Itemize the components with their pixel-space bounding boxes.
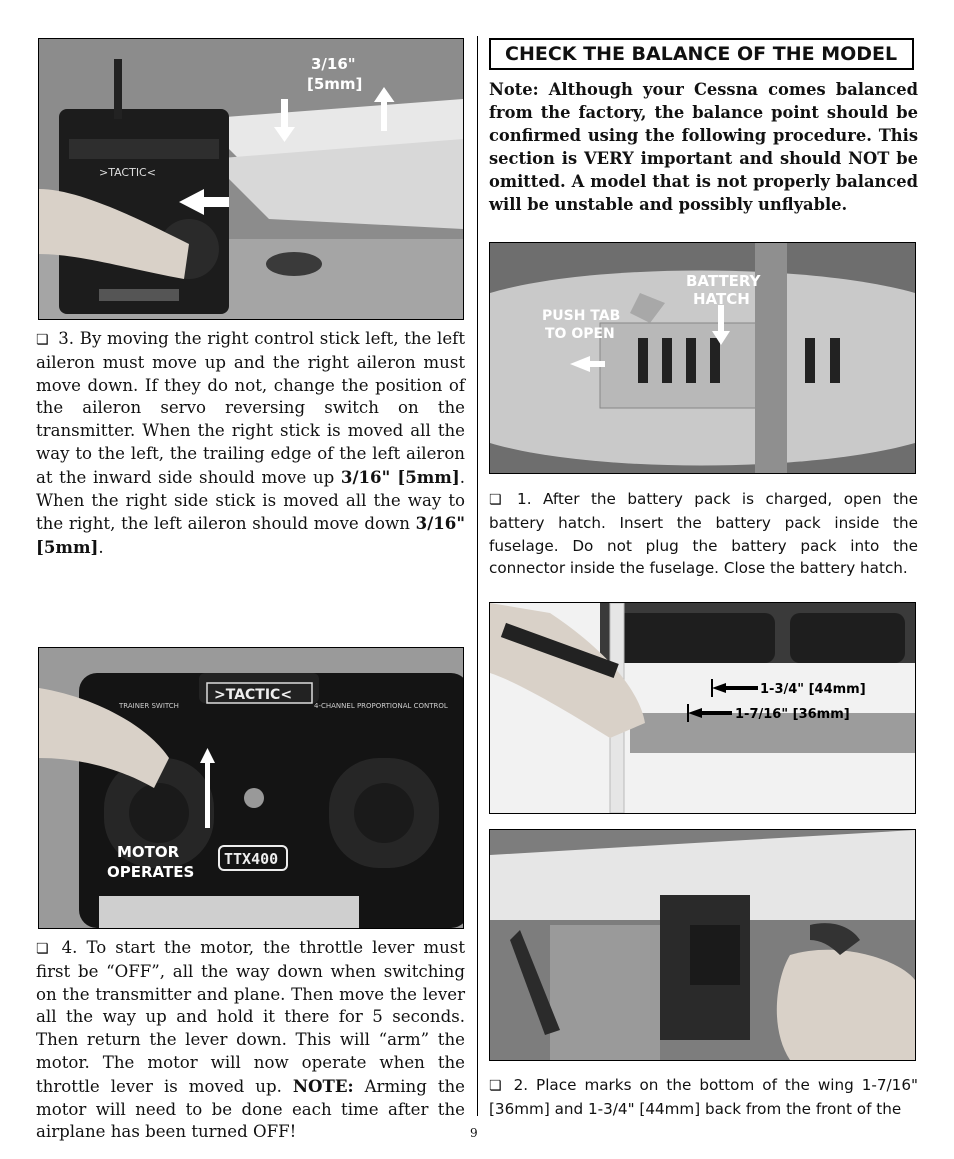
aileron-overlay-line2: [5mm] [307, 75, 363, 93]
mark-36mm-label: 1-7/16" [36mm] [735, 707, 850, 722]
motor-photo [38, 647, 464, 929]
motor-overlay-line2: OPERATES [107, 863, 195, 881]
step3-paragraph: ❏ 3. By moving the right control stick left, the left aileron must move up and the right aileron must move down. If they do not, change the position of the aileron servo reversing switch on the transmitter. When the right stick is moved all the way to the left, the trailing edge of the left aileron at the inward side should move up 3/16" [5mm]. When the right side stick is moved all the way to the right, the left aileron should move down 3/16" [5mm]. [36, 329, 465, 558]
battery-hatch-overlay-line1: BATTERY [686, 272, 761, 290]
step2-paragraph: ❏ 2. Place marks on the bottom of the wing 1-7/16" [36mm] and 1-3/4" [44mm] back from the front of the [489, 1076, 918, 1118]
transmitter-brand: >TACTIC< [99, 166, 156, 179]
balance-note: Note: Although your Cessna comes balanced from the factory, the balance point should be confirmed using the following procedure. This section is VERY important and should NOT be omitted. A model that is not properly balanced will be unstable and possibly unflyable. [489, 80, 918, 214]
mark-44mm-label: 1-3/4" [44mm] [760, 682, 866, 697]
aileron-overlay-line1: 3/16" [311, 55, 356, 73]
checkbox-icon: ❏ [489, 492, 502, 508]
side-label: 4-CHANNEL PROPORTIONAL CONTROL [314, 702, 448, 710]
column-divider [477, 36, 478, 1116]
checkbox-icon: ❏ [36, 332, 49, 348]
motor-overlay-line1: MOTOR [117, 843, 180, 861]
checkbox-icon: ❏ [489, 1078, 502, 1094]
battery-hatch-photo [489, 242, 916, 474]
section-title: CHECK THE BALANCE OF THE MODEL [489, 38, 914, 70]
push-tab-overlay-line2: TO OPEN [545, 326, 615, 342]
checkbox-icon: ❏ [36, 941, 49, 957]
transmitter-brand: >TACTIC< [214, 687, 293, 703]
push-tab-overlay-line1: PUSH TAB [542, 308, 621, 324]
step4-paragraph: ❏ 4. To start the motor, the throttle lever must first be “OFF”, all the way down when switching on the transmitter and plane. Then move the lever all the way up and hold it there for 5 seconds. Then return the lever down. This will “arm” the motor. The motor will now operate when the throttle lever is moved up. NOTE: Arming the motor will need to be done each time after the airplane has been turned OFF! [36, 938, 465, 1142]
model-label: TTX400 [224, 850, 279, 868]
step1-paragraph: ❏ 1. After the battery pack is charged, open the battery hatch. Insert the battery pack inside the fuselage. Do not plug the battery pack into the connector inside the fuselage. Close the battery hatch. [489, 490, 918, 578]
battery-hatch-overlay-line2: HATCH [693, 290, 750, 308]
trainer-label: TRAINER SWITCH [119, 702, 179, 710]
aileron-photo [38, 38, 464, 320]
balancing-photo [489, 829, 916, 1061]
wing-marks-photo [489, 602, 916, 814]
page-number: 9 [470, 1126, 478, 1140]
